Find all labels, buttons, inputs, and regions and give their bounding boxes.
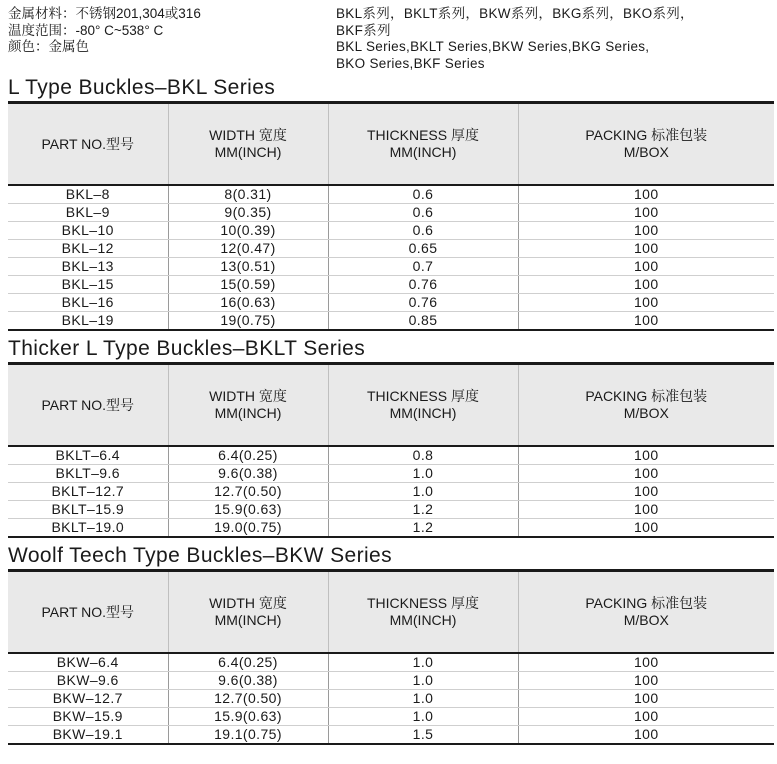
header-thickness-unit: MM(INCH) xyxy=(389,144,457,160)
header-packing-unit: M/BOX xyxy=(623,405,669,421)
header-thickness-unit: MM(INCH) xyxy=(389,405,457,421)
thickness-cell: 1.0 xyxy=(328,708,518,726)
bkl-section xyxy=(8,76,774,331)
section-title: Woolf Teech Type Buckles–BKW Series xyxy=(8,544,393,567)
header-width xyxy=(168,364,328,447)
spec-table xyxy=(8,101,774,331)
table-row xyxy=(8,465,774,483)
table-row xyxy=(8,240,774,258)
width-cell: 19(0.75) xyxy=(168,312,328,331)
series-line-en-1: BKL Series,BKLT Series,BKW Series,BKG Series, xyxy=(336,39,650,54)
thickness-cell: 0.8 xyxy=(328,446,518,465)
thickness-cell: 1.0 xyxy=(328,483,518,501)
spec-table xyxy=(8,569,774,745)
packing-cell: 100 xyxy=(518,258,774,276)
material-line: 金属材料：不锈钢201,304或316 xyxy=(8,6,201,21)
packing-cell: 100 xyxy=(518,185,774,204)
header-thickness xyxy=(328,364,518,447)
thickness-cell: 1.2 xyxy=(328,519,518,538)
thickness-cell: 0.6 xyxy=(328,204,518,222)
table-row xyxy=(8,708,774,726)
width-cell: 13(0.51) xyxy=(168,258,328,276)
part-no-cell: BKW–15.9 xyxy=(8,708,168,726)
color-line: 颜色：金属色 xyxy=(8,39,89,54)
table-header-row xyxy=(8,103,774,186)
packing-cell: 100 xyxy=(518,726,774,745)
thickness-cell: 0.76 xyxy=(328,294,518,312)
series-line-en-2: BKO Series,BKF Series xyxy=(336,55,485,71)
header-packing xyxy=(518,103,774,186)
spec-table xyxy=(8,362,774,538)
packing-cell: 100 xyxy=(518,465,774,483)
thickness-cell: 1.0 xyxy=(328,672,518,690)
thickness-cell: 0.6 xyxy=(328,222,518,240)
width-cell: 12(0.47) xyxy=(168,240,328,258)
table-row xyxy=(8,258,774,276)
header-part-no: PART NO.型号 xyxy=(8,103,168,186)
part-no-cell: BKW–6.4 xyxy=(8,653,168,672)
header-thickness xyxy=(328,103,518,186)
table-row xyxy=(8,483,774,501)
thickness-cell: 1.0 xyxy=(328,653,518,672)
packing-cell: 100 xyxy=(518,519,774,538)
packing-cell: 100 xyxy=(518,446,774,465)
part-no-cell: BKLT–12.7 xyxy=(8,483,168,501)
table-row xyxy=(8,446,774,465)
header-packing-unit: M/BOX xyxy=(623,612,669,628)
part-no-cell: BKW–19.1 xyxy=(8,726,168,745)
packing-cell: 100 xyxy=(518,204,774,222)
width-cell: 19.1(0.75) xyxy=(168,726,328,745)
part-no-cell: BKLT–19.0 xyxy=(8,519,168,538)
header-width-unit: MM(INCH) xyxy=(214,144,282,160)
part-no-cell: BKLT–6.4 xyxy=(8,446,168,465)
table-row xyxy=(8,294,774,312)
packing-cell: 100 xyxy=(518,501,774,519)
packing-cell: 100 xyxy=(518,240,774,258)
table-row xyxy=(8,312,774,331)
bkw-section xyxy=(8,544,774,745)
part-no-cell: BKL–12 xyxy=(8,240,168,258)
width-cell: 10(0.39) xyxy=(168,222,328,240)
thickness-cell: 0.85 xyxy=(328,312,518,331)
packing-cell: 100 xyxy=(518,276,774,294)
width-cell: 8(0.31) xyxy=(168,185,328,204)
width-cell: 19.0(0.75) xyxy=(168,519,328,538)
width-cell: 9.6(0.38) xyxy=(168,465,328,483)
packing-cell: 100 xyxy=(518,483,774,501)
material-info xyxy=(8,6,201,56)
width-cell: 6.4(0.25) xyxy=(168,446,328,465)
series-info xyxy=(336,6,694,72)
part-no-cell: BKL–19 xyxy=(8,312,168,331)
part-no-cell: BKL–9 xyxy=(8,204,168,222)
width-cell: 9.6(0.38) xyxy=(168,672,328,690)
part-no-cell: BKL–13 xyxy=(8,258,168,276)
header-thickness xyxy=(328,571,518,654)
series-line-cn-1: BKL系列，BKLT系列，BKW系列，BKG系列，BKO系列， xyxy=(336,6,694,21)
packing-cell: 100 xyxy=(518,312,774,331)
table-row xyxy=(8,519,774,538)
packing-cell: 100 xyxy=(518,222,774,240)
header-width-unit: MM(INCH) xyxy=(214,405,282,421)
header-width-label: WIDTH 宽度 xyxy=(209,595,287,611)
section-title: Thicker L Type Buckles–BKLT Series xyxy=(8,337,366,360)
part-no-cell: BKL–16 xyxy=(8,294,168,312)
packing-cell: 100 xyxy=(518,672,774,690)
header-width-label: WIDTH 宽度 xyxy=(209,127,287,143)
table-header-row xyxy=(8,364,774,447)
packing-cell: 100 xyxy=(518,708,774,726)
header-packing xyxy=(518,364,774,447)
table-row xyxy=(8,222,774,240)
header-thickness-label: THICKNESS 厚度 xyxy=(366,595,479,611)
table-row xyxy=(8,276,774,294)
table-row xyxy=(8,690,774,708)
header-thickness-label: THICKNESS 厚度 xyxy=(366,388,479,404)
width-cell: 15.9(0.63) xyxy=(168,708,328,726)
header-width-unit: MM(INCH) xyxy=(214,612,282,628)
thickness-cell: 0.6 xyxy=(328,185,518,204)
table-header-row xyxy=(8,571,774,654)
thickness-cell: 0.76 xyxy=(328,276,518,294)
part-no-cell: BKW–9.6 xyxy=(8,672,168,690)
part-no-cell: BKL–10 xyxy=(8,222,168,240)
temperature-line: 温度范围：-80° C~538° C xyxy=(8,22,164,38)
width-cell: 12.7(0.50) xyxy=(168,483,328,501)
packing-cell: 100 xyxy=(518,294,774,312)
thickness-cell: 0.65 xyxy=(328,240,518,258)
part-no-cell: BKW–12.7 xyxy=(8,690,168,708)
header-packing-label: PACKING 标准包装 xyxy=(585,127,708,143)
thickness-cell: 0.7 xyxy=(328,258,518,276)
width-cell: 15(0.59) xyxy=(168,276,328,294)
header-part-no: PART NO.型号 xyxy=(8,571,168,654)
table-row xyxy=(8,653,774,672)
bklt-section xyxy=(8,337,774,538)
table-row xyxy=(8,672,774,690)
width-cell: 16(0.63) xyxy=(168,294,328,312)
width-cell: 12.7(0.50) xyxy=(168,690,328,708)
part-no-cell: BKL–15 xyxy=(8,276,168,294)
width-cell: 15.9(0.63) xyxy=(168,501,328,519)
thickness-cell: 1.5 xyxy=(328,726,518,745)
header-part-no: PART NO.型号 xyxy=(8,364,168,447)
table-row xyxy=(8,185,774,204)
header-packing-unit: M/BOX xyxy=(623,144,669,160)
header-packing-label: PACKING 标准包装 xyxy=(585,388,708,404)
header-width xyxy=(168,571,328,654)
thickness-cell: 1.0 xyxy=(328,690,518,708)
series-line-cn-2: BKF系列 xyxy=(336,22,391,38)
packing-cell: 100 xyxy=(518,653,774,672)
width-cell: 6.4(0.25) xyxy=(168,653,328,672)
part-no-cell: BKLT–15.9 xyxy=(8,501,168,519)
table-row xyxy=(8,501,774,519)
width-cell: 9(0.35) xyxy=(168,204,328,222)
table-row xyxy=(8,726,774,745)
part-no-cell: BKL–8 xyxy=(8,185,168,204)
header-width-label: WIDTH 宽度 xyxy=(209,388,287,404)
header-thickness-unit: MM(INCH) xyxy=(389,612,457,628)
header-packing xyxy=(518,571,774,654)
thickness-cell: 1.0 xyxy=(328,465,518,483)
table-row xyxy=(8,204,774,222)
section-title: L Type Buckles–BKL Series xyxy=(8,76,276,99)
header-width xyxy=(168,103,328,186)
header-thickness-label: THICKNESS 厚度 xyxy=(366,127,479,143)
part-no-cell: BKLT–9.6 xyxy=(8,465,168,483)
header-packing-label: PACKING 标准包装 xyxy=(585,595,708,611)
packing-cell: 100 xyxy=(518,690,774,708)
thickness-cell: 1.2 xyxy=(328,501,518,519)
